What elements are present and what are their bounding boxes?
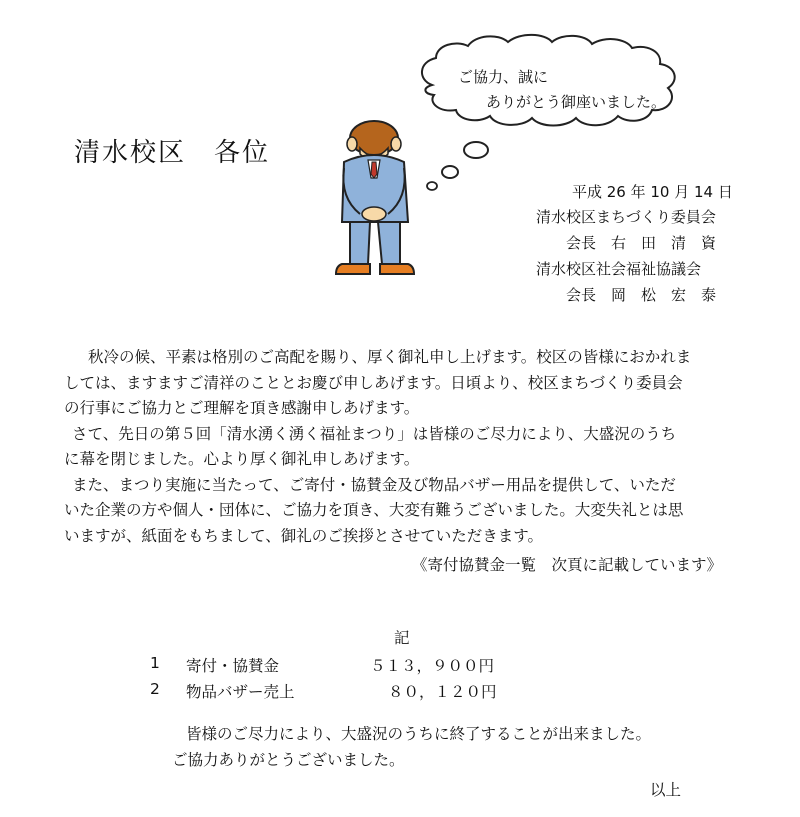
bubble-line-1: ご協力、誠に	[458, 68, 549, 86]
sender-org-2: 清水校区社会福祉協議会	[536, 260, 702, 278]
thought-dot-large	[464, 142, 488, 158]
letter-date: 平成 26 年 10 月 14 日	[572, 183, 733, 201]
body-line: に幕を閉じました。心より厚く御礼申しあげます。	[64, 450, 420, 468]
addressee-heading: 清水校区 各位	[74, 138, 271, 168]
sender-org-1: 清水校区まちづくり委員会	[536, 208, 716, 226]
closing-line-2: ご協力ありがとうございました。	[172, 751, 405, 769]
letter-body	[64, 345, 754, 549]
closing-end: 以上	[650, 781, 682, 799]
closing-line-1: 皆様のご尽力により、大盛況のうちに終了することが出来ました。	[186, 725, 652, 743]
record-item-amount: ８０，１２０円	[388, 683, 497, 701]
sender-name-1: 会長 右 田 清 資	[566, 234, 717, 252]
thought-dot-medium	[442, 166, 458, 178]
body-line: また、まつり実施に当たって、ご寄付・協賛金及び物品バザー用品を提供して、いただ	[72, 475, 676, 494]
body-line: 秋冷の候、平素は格別のご高配を賜り、厚く御礼申し上げます。校区の皆様におかれま	[88, 348, 692, 366]
record-item-num: 2	[150, 680, 160, 698]
body-line: しては、ますますご清祥のこととお慶び申しあげます。日頃より、校区まちづくり委員会	[64, 373, 683, 392]
bubble-line-2: ありがとう御座いました。	[486, 93, 667, 111]
body-line: いますが、紙面をもちまして、御礼のご挨拶とさせていただきます。	[64, 526, 543, 545]
attachment-note: 《寄付協賛金一覧 次頁に記載しています》	[412, 556, 723, 574]
body-line: の行事にご協力とご理解を頂き感謝申しあげます。	[64, 399, 420, 417]
record-heading: 記	[394, 629, 410, 647]
thought-dot-small	[427, 182, 437, 190]
record-item-label: 寄付・協賛金	[186, 657, 280, 675]
record-item-label: 物品バザー売上	[186, 683, 295, 701]
body-line: いた企業の方や個人・団体に、ご協力を頂き、大変有難うございました。大変失礼とは思	[64, 501, 684, 519]
record-item-amount: ５１３，９００円	[370, 657, 495, 675]
body-line: さて、先日の第５回「清水湧く湧く福祉まつり」は皆様のご尽力により、大盛況のうち	[72, 424, 677, 443]
record-item-num: 1	[150, 654, 160, 672]
bowing-man-illustration	[330, 118, 420, 280]
sender-name-2: 会長 岡 松 宏 泰	[566, 286, 717, 304]
